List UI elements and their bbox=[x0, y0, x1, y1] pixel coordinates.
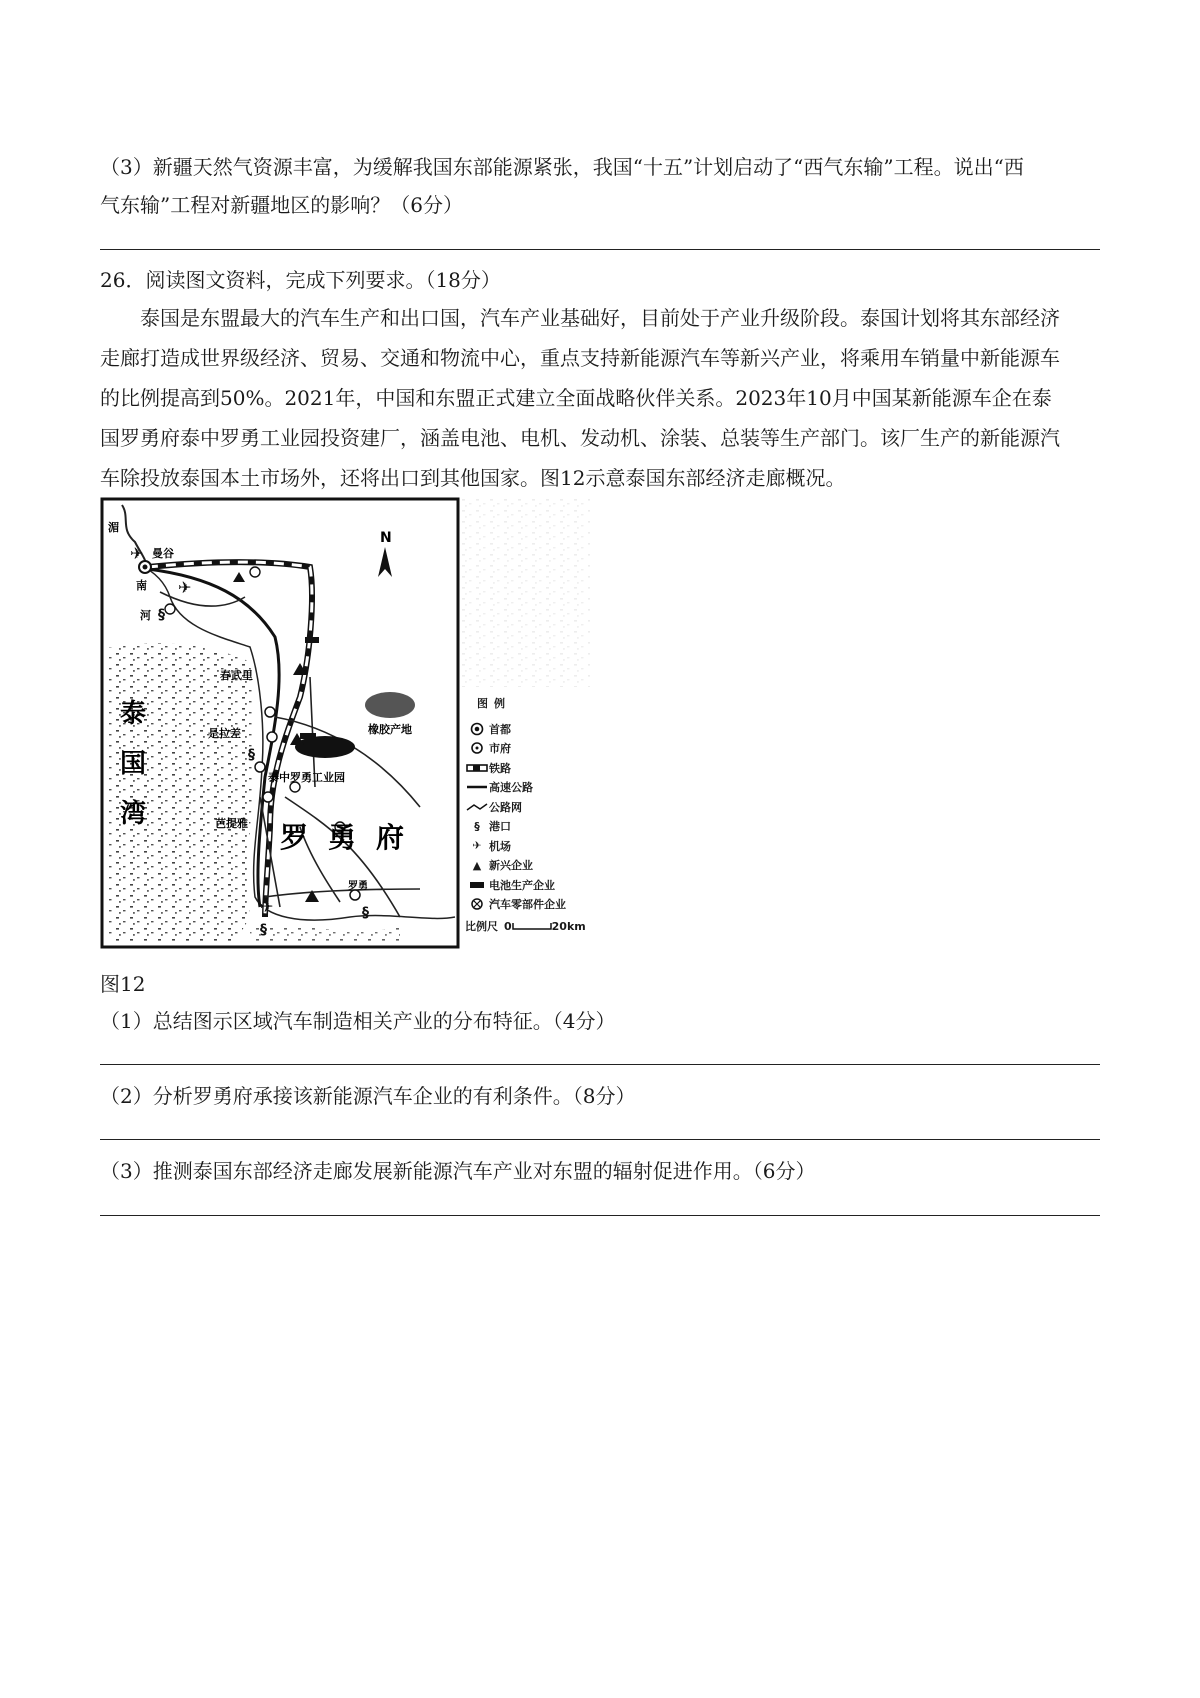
legend-item: 铁路 bbox=[465, 758, 600, 778]
q25-part3-line1: （3）新疆天然气资源丰富，为缓解我国东部能源紧张，我国“十五”计划启动了“西气东输”工程。说出“西 bbox=[100, 155, 1024, 179]
label-river-b: 南 bbox=[136, 579, 147, 592]
rubber-producing-area bbox=[365, 692, 415, 718]
svg-text:§: § bbox=[362, 905, 369, 921]
emerging-enterprise-icon: ▲ bbox=[472, 858, 482, 872]
legend-item: 市府 bbox=[465, 739, 600, 759]
q26-paragraph-line: 的比例提高到50%。2021年，中国和东盟正式建立全面战略伙伴关系。2023年10月中国某新能源车企在泰 bbox=[100, 386, 1052, 410]
port-icon: § bbox=[474, 819, 480, 833]
industrial-estate-area bbox=[295, 736, 355, 758]
scale-value: 20km bbox=[551, 919, 586, 933]
svg-text:§: § bbox=[260, 922, 267, 938]
scale-line bbox=[512, 922, 552, 930]
label-chachoengsao: 春武里 bbox=[220, 669, 253, 682]
highway-icon bbox=[465, 782, 489, 792]
gulf-of-thailand bbox=[108, 643, 252, 942]
answer-line[interactable] bbox=[100, 249, 1100, 250]
answer-line[interactable] bbox=[100, 1139, 1100, 1140]
label-industrial-estate: 泰中罗勇工业园 bbox=[268, 771, 345, 784]
legend-item: 公路网 bbox=[465, 797, 600, 817]
label-river-a: 湄 bbox=[108, 521, 119, 534]
north-label: N bbox=[380, 530, 392, 546]
svg-text:§: § bbox=[248, 747, 255, 763]
label-river-c: 河 bbox=[140, 609, 151, 622]
legend-item: 电池生产企业 bbox=[465, 875, 600, 895]
legend-item: 高速公路 bbox=[465, 778, 600, 798]
figure-caption: 图12 bbox=[100, 972, 146, 996]
label-rubber-area: 橡胶产地 bbox=[368, 723, 412, 736]
q26-question-2: （2）分析罗勇府承接该新能源汽车企业的有利条件。（8分） bbox=[100, 1084, 636, 1108]
q25-part3-line2: 气东输”工程对新疆地区的影响？（6分） bbox=[100, 193, 463, 217]
svg-text:✈: ✈ bbox=[260, 897, 274, 916]
legend-item: 首都 bbox=[465, 719, 600, 739]
answer-line[interactable] bbox=[100, 1215, 1100, 1216]
q26-paragraph-line: 走廊打造成世界级经济、贸易、交通和物流中心，重点支持新能源汽车等新兴产业，将乘用车销量中新能源车 bbox=[100, 346, 1060, 370]
legend-item: § 港口 bbox=[465, 817, 600, 837]
economic-corridor-map bbox=[100, 497, 460, 949]
svg-text:§: § bbox=[158, 607, 165, 623]
legend-item: 汽车零部件企业 bbox=[465, 895, 600, 915]
scale-label: 比例尺 bbox=[465, 920, 498, 933]
label-rayong: 罗勇 bbox=[348, 881, 368, 892]
label-gulf-3: 湾 bbox=[120, 799, 147, 829]
answer-line[interactable] bbox=[100, 1064, 1100, 1065]
legend-item: ✈ 机场 bbox=[465, 836, 600, 856]
label-pattaya: 芭提雅 bbox=[215, 817, 248, 830]
label-sriracha: 是拉差 bbox=[208, 727, 241, 740]
q26-paragraph-line: 车除投放泰国本土市场外，还将出口到其他国家。图12示意泰国东部经济走廊概况。 bbox=[100, 466, 846, 490]
legend-item: ▲ 新兴企业 bbox=[465, 856, 600, 876]
q26-paragraph-line: 泰国是东盟最大的汽车生产和出口国，汽车产业基础好，目前处于产业升级阶段。泰国计划将其东部经济 bbox=[140, 306, 1060, 330]
label-bangkok: 曼谷 bbox=[152, 547, 174, 560]
city-icon bbox=[465, 741, 489, 755]
q26-question-3: （3）推测泰国东部经济走廊发展新能源汽车产业对东盟的辐射促进作用。（6分） bbox=[100, 1159, 816, 1183]
road-network-icon bbox=[465, 802, 489, 812]
airport-icon: ✈ bbox=[472, 839, 482, 853]
q26-question-1: （1）总结图示区域汽车制造相关产业的分布特征。（4分） bbox=[100, 1009, 616, 1033]
legend-title: 图例 bbox=[477, 697, 511, 710]
auto-parts-icon bbox=[465, 897, 489, 911]
scale-zero: 0 bbox=[504, 919, 512, 933]
q26-heading: 26．阅读图文资料，完成下列要求。（18分） bbox=[100, 268, 501, 292]
q26-paragraph-line: 国罗勇府泰中罗勇工业园投资建厂，涵盖电池、电机、发动机、涂装、总装等生产部门。该厂生产的新能源汽 bbox=[100, 426, 1060, 450]
battery-enterprise-icon bbox=[465, 881, 489, 889]
railway-icon bbox=[465, 763, 489, 773]
map-legend bbox=[465, 695, 600, 934]
scale-bar bbox=[465, 918, 600, 934]
label-gulf-1: 泰 bbox=[120, 699, 147, 729]
capital-icon bbox=[465, 722, 489, 736]
svg-text:✈: ✈ bbox=[178, 578, 192, 597]
label-gulf-2: 国 bbox=[120, 749, 147, 779]
label-rayong-province: 罗勇府 bbox=[280, 821, 425, 854]
svg-text:✈: ✈ bbox=[130, 544, 144, 563]
